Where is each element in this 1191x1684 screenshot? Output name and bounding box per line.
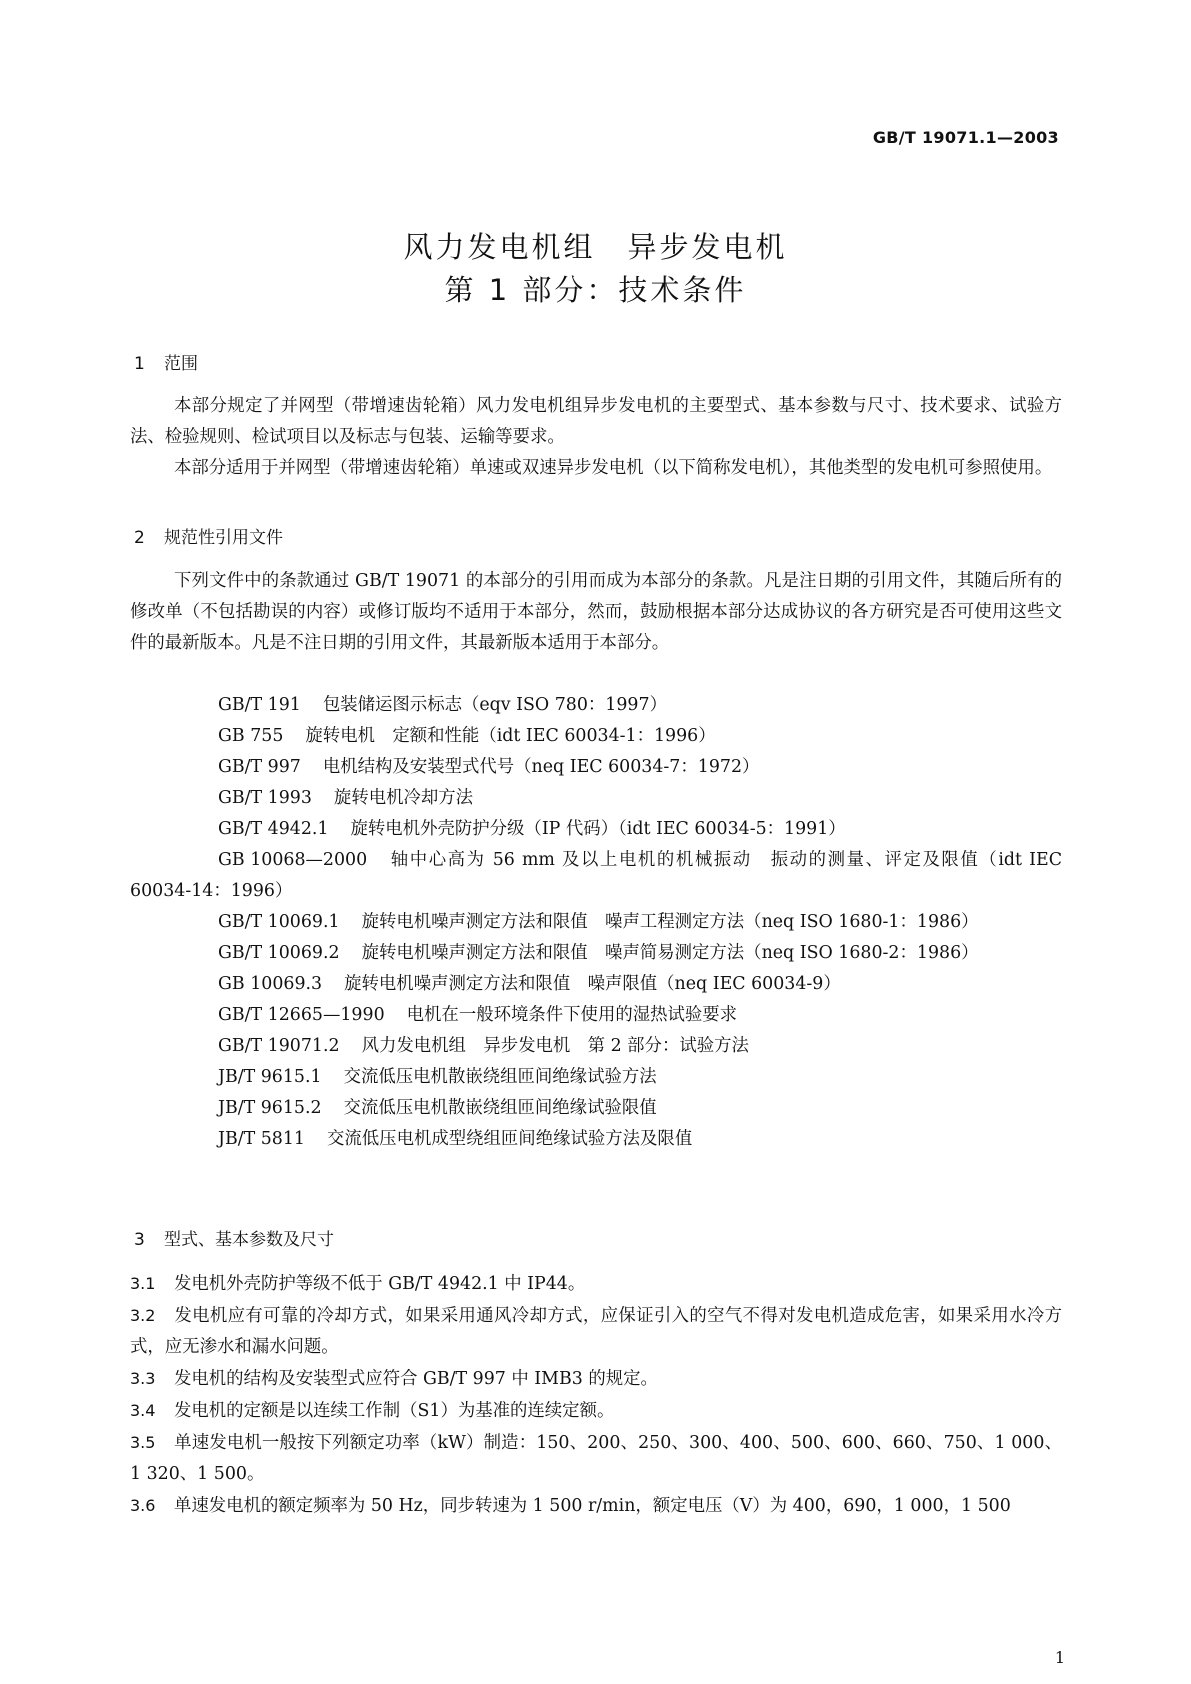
- reference-title: 电机结构及安装型式代号（neq IEC 60034-7：1972）: [322, 757, 760, 777]
- section-2-intro: [130, 566, 1062, 659]
- reference-item: [130, 938, 1062, 969]
- reference-title: 旋转电机外壳防护分级（IP 代码）（idt IEC 60034-5：1991）: [350, 819, 846, 839]
- reference-title: 交流低压电机散嵌绕组匝间绝缘试验方法: [343, 1067, 657, 1087]
- reference-item: [130, 690, 1062, 721]
- section-number: 2: [134, 528, 145, 548]
- standard-code: GB/T 19071.1—2003: [872, 128, 1059, 147]
- normative-references-list: [130, 690, 1062, 1155]
- clause-item: [130, 1300, 1062, 1363]
- clause-number: 3.5: [130, 1433, 156, 1452]
- section-title: 范围: [164, 354, 198, 374]
- clause-item: [130, 1427, 1062, 1490]
- clause-number: 3.2: [130, 1306, 156, 1325]
- reference-item: [130, 1093, 1062, 1124]
- document-title-line1: 风力发电机组 异步发电机: [403, 230, 788, 264]
- section-1-heading: [134, 356, 198, 373]
- reference-item: [130, 721, 1062, 752]
- reference-item: [130, 907, 1062, 938]
- reference-code: JB/T 9615.2: [218, 1098, 322, 1118]
- reference-item: [130, 783, 1062, 814]
- clause-text: 发电机应有可靠的冷却方式，如果采用通风冷却方式，应保证引入的空气不得对发电机造成危害，如果采用水冷方式，应无渗水和漏水问题。: [130, 1306, 1062, 1357]
- section-1-body: [130, 391, 1062, 484]
- reference-title: 交流低压电机成型绕组匝间绝缘试验方法及限值: [327, 1129, 693, 1149]
- clause-item: [130, 1268, 1062, 1300]
- reference-code: GB 10068—2000: [218, 850, 368, 870]
- reference-code: GB/T 10069.2: [218, 943, 340, 963]
- reference-title: 旋转电机噪声测定方法和限值 噪声简易测定方法（neq ISO 1680-2：1986）: [361, 943, 979, 963]
- clause-text: 单速发电机一般按下列额定功率（kW）制造：150、200、250、300、400、500、600、660、750、1 000、1 320、1 500。: [130, 1433, 1062, 1484]
- reference-code: GB/T 4942.1: [218, 819, 329, 839]
- reference-title: 风力发电机组 异步发电机 第 2 部分：试验方法: [361, 1036, 749, 1056]
- reference-title: 轴中心高为 56 mm 及以上电机的机械振动 振动的测量、评定及限值（idt IEC 60034-14：1996）: [130, 850, 1062, 901]
- section-3-clauses: [130, 1268, 1062, 1522]
- clause-text: 单速发电机的额定频率为 50 Hz，同步转速为 1 500 r/min，额定电压（V）为 400，690，1 000，1 500: [174, 1496, 1011, 1516]
- paragraph: 本部分规定了并网型（带增速齿轮箱）风力发电机组异步发电机的主要型式、基本参数与尺寸、技术要求、试验方法、检验规则、检试项目以及标志与包装、运输等要求。: [130, 396, 1062, 447]
- section-title: 规范性引用文件: [164, 528, 283, 548]
- page-number: 1: [1054, 1648, 1065, 1667]
- reference-code: GB/T 1993: [218, 788, 312, 808]
- reference-code: GB/T 191: [218, 695, 301, 715]
- reference-item: [130, 752, 1062, 783]
- clause-text: 发电机的结构及安装型式应符合 GB/T 997 中 IMB3 的规定。: [174, 1369, 658, 1389]
- reference-title: 旋转电机噪声测定方法和限值 噪声限值（neq IEC 60034-9）: [344, 974, 841, 994]
- clause-item: [130, 1395, 1062, 1427]
- reference-title: 包装储运图示标志（eqv ISO 780：1997）: [322, 695, 667, 715]
- document-title-line2: 第 1 部分：技术条件: [444, 273, 747, 307]
- reference-item: [130, 845, 1062, 907]
- section-number: 1: [134, 354, 145, 374]
- reference-title: 旋转电机冷却方法: [333, 788, 474, 808]
- reference-item: [130, 1062, 1062, 1093]
- reference-code: GB/T 19071.2: [218, 1036, 340, 1056]
- reference-title: 旋转电机噪声测定方法和限值 噪声工程测定方法（neq ISO 1680-1：1986）: [361, 912, 979, 932]
- clause-number: 3.1: [130, 1274, 156, 1293]
- reference-item: [130, 1031, 1062, 1062]
- reference-code: GB 755: [218, 726, 284, 746]
- section-2-heading: [134, 530, 283, 547]
- section-3-heading: [134, 1232, 334, 1249]
- clause-number: 3.3: [130, 1369, 156, 1388]
- section-number: 3: [134, 1230, 145, 1250]
- reference-item: [130, 1000, 1062, 1031]
- paragraph: 本部分适用于并网型（带增速齿轮箱）单速或双速异步发电机（以下简称发电机），其他类型的发电机可参照使用。: [174, 458, 1053, 478]
- reference-code: JB/T 9615.1: [218, 1067, 322, 1087]
- clause-number: 3.4: [130, 1401, 156, 1420]
- reference-item: [130, 1124, 1062, 1155]
- clause-number: 3.6: [130, 1496, 156, 1515]
- reference-item: [130, 969, 1062, 1000]
- paragraph: 下列文件中的条款通过 GB/T 19071 的本部分的引用而成为本部分的条款。凡是注日期的引用文件，其随后所有的修改单（不包括勘误的内容）或修订版均不适用于本部分，然而，鼓励根据本部分达成协议的各方研究是否可使用这些文件的最新版本。凡是不注日期的引用文件，其最新版本适用于本部分。: [130, 571, 1062, 653]
- clause-text: 发电机的定额是以连续工作制（S1）为基准的连续定额。: [174, 1401, 615, 1421]
- reference-title: 电机在一般环境条件下使用的湿热试验要求: [406, 1005, 738, 1025]
- reference-title: 旋转电机 定额和性能（idt IEC 60034-1：1996）: [305, 726, 716, 746]
- reference-code: GB/T 10069.1: [218, 912, 340, 932]
- reference-item: [130, 814, 1062, 845]
- reference-code: GB/T 997: [218, 757, 301, 777]
- reference-code: GB/T 12665—1990: [218, 1005, 385, 1025]
- clause-item: [130, 1363, 1062, 1395]
- clause-text: 发电机外壳防护等级不低于 GB/T 4942.1 中 IP44。: [174, 1274, 586, 1294]
- reference-code: GB 10069.3: [218, 974, 323, 994]
- reference-code: JB/T 5811: [218, 1129, 305, 1149]
- section-title: 型式、基本参数及尺寸: [164, 1230, 334, 1250]
- clause-item: [130, 1490, 1062, 1522]
- reference-title: 交流低压电机散嵌绕组匝间绝缘试验限值: [343, 1098, 657, 1118]
